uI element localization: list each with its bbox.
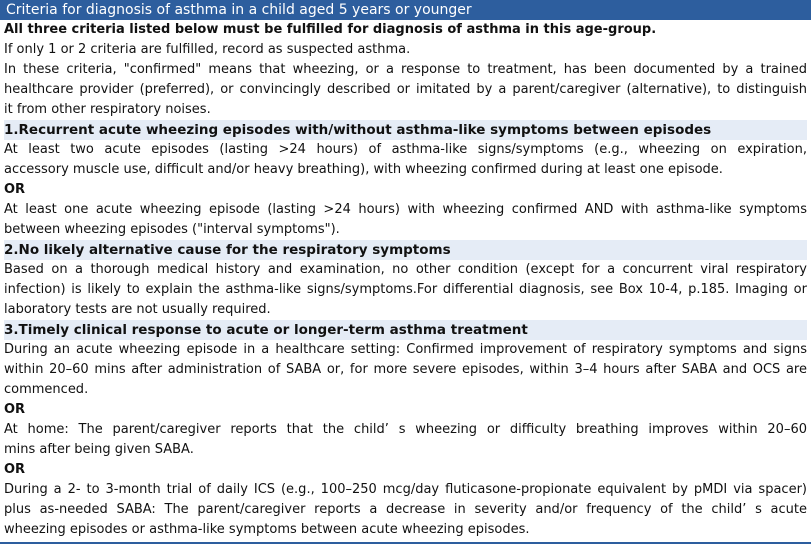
criterion-line: During a 2- to 3-month trial of daily ICS (e.g., 100–250 mcg/day fluticasone-propionate equivalent by pMDI via spacer) [4, 482, 807, 497]
or-label: OR [4, 402, 26, 417]
criterion-line: At home: The parent/caregiver reports that the child’ s wheezing or difficulty breathing improves within 20–60 [4, 422, 807, 437]
box-content [0, 20, 811, 540]
criterion-line: within 20–60 mins after administration of SABA or, for more severe episodes, within 3–4 hours after SABA and OCS are [4, 362, 807, 377]
criterion-3-heading: 3.Timely clinical response to acute or longer-term asthma treatment [4, 320, 807, 340]
bottom-rule [0, 542, 811, 544]
criterion-line: wheezing episodes or asthma-like symptoms between acute wheezing episodes. [4, 522, 530, 537]
intro-paragraph [4, 60, 807, 120]
criterion-1-heading: 1.Recurrent acute wheezing episodes with/without asthma-like symptoms between episodes [4, 120, 807, 140]
criterion-line: At least one acute wheezing episode (lasting >24 hours) with wheezing confirmed AND with asthma-like symptoms [4, 202, 807, 217]
criterion-line: commenced. [4, 382, 89, 397]
intro-para-line: In these criteria, "confirmed" means that wheezing, or a response to treatment, has been documented by a trained [4, 62, 807, 77]
criterion-line: During an acute wheezing episode in a healthcare setting: Confirmed improvement of respiratory symptoms and signs [4, 342, 807, 357]
criterion-3-text-c [4, 480, 807, 540]
criterion-line: mins after being given SABA. [4, 442, 194, 457]
intro-para-line: it from other respiratory noises. [4, 102, 211, 117]
intro-bold-line: All three criteria listed below must be fulfilled for diagnosis of asthma in this age-group. [4, 22, 657, 37]
or-label: OR [4, 462, 26, 477]
criterion-1-text-b [4, 200, 807, 240]
criterion-line: laboratory tests are not usually required. [4, 302, 271, 317]
criterion-3-text-b [4, 420, 807, 460]
box-title: Criteria for diagnosis of asthma in a child aged 5 years or younger [0, 0, 811, 20]
or-label: OR [4, 182, 26, 197]
intro-para-line: healthcare provider (preferred), or convincingly described or imitated by a parent/caregiver (alternative), to distinguish [4, 82, 807, 97]
criterion-1-text-a [4, 140, 807, 180]
criterion-line: At least two acute episodes (lasting >24 hours) of asthma-like signs/symptoms (e.g., wheezing on expiration, [4, 142, 807, 157]
criterion-line: plus as-needed SABA: The parent/caregiver reports a decrease in severity and/or frequency of the child’ s acute [4, 502, 807, 517]
criterion-line: between wheezing episodes ("interval symptoms"). [4, 222, 340, 237]
criterion-line: infection) is likely to explain the asthma-like signs/symptoms.For differential diagnosis, see Box 10-4, p.185. Imaging or [4, 282, 807, 297]
criterion-line: Based on a thorough medical history and examination, no other condition (except for a concurrent viral respiratory [4, 262, 807, 277]
criterion-3-text-a [4, 340, 807, 400]
criterion-line: accessory muscle use, difficult and/or heavy breathing), with wheezing confirmed during at least one episode. [4, 162, 723, 177]
criterion-2-heading: 2.No likely alternative cause for the respiratory symptoms [4, 240, 807, 260]
criterion-2-text [4, 260, 807, 320]
intro-line: If only 1 or 2 criteria are fulfilled, record as suspected asthma. [4, 42, 411, 57]
